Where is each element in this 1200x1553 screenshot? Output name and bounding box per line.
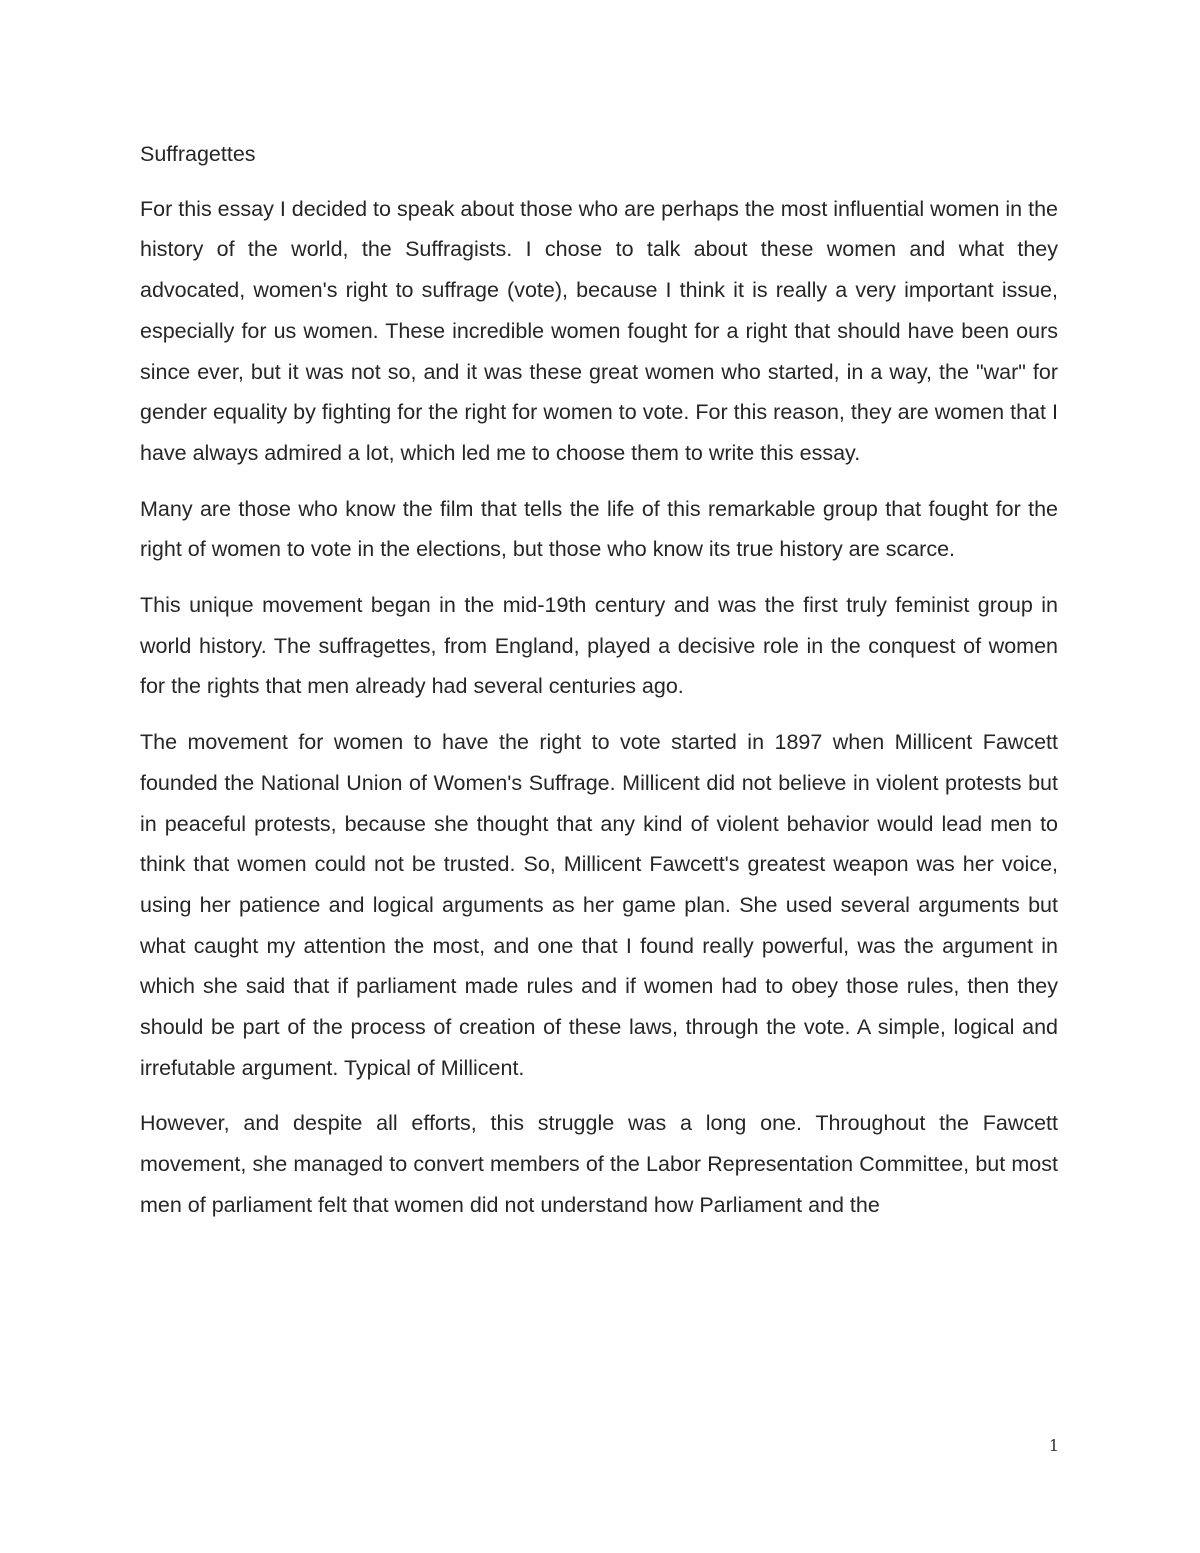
page-number: 1 bbox=[1048, 1436, 1060, 1455]
essay-title: Suffragettes bbox=[140, 142, 256, 166]
paragraph-intro: For this essay I decided to speak about those who are perhaps the most influential women in the history of the world, the Suffragists. I chose to talk about these women and what they advocated, women's right to suffrage (vote), because I think it is really a very important issue, especially for us women. These incredible women fought for a right that should have been ours since ever, but it was not so, and it was these great women who started, in a way, the "war" for gender equality by fighting for the right for women to vote. For this reason, they are women that I have always admired a lot, which led me to choose them to write this essay. bbox=[140, 196, 1058, 465]
document-body bbox=[140, 134, 1058, 1241]
paragraph-movement-origin: This unique movement began in the mid-19th century and was the first truly feminist group in world history. The suffragettes, from England, played a decisive role in the conquest of women for the rights that men already had several centuries ago. bbox=[140, 593, 1058, 699]
paragraph-fawcett: The movement for women to have the right to vote started in 1897 when Millicent Fawcett founded the National Union of Women's Suffrage. Millicent did not believe in violent protests but in peaceful protests, because she thought that any kind of violent behavior would lead men to think that women could not be trusted. So, Millicent Fawcett's greatest weapon was her voice, using her patience and logical arguments as her game plan. She used several arguments but what caught my attention the most, and one that I found really powerful, was the argument in which she said that if parliament made rules and if women had to obey those rules, then they should be part of the process of creation of these laws, through the vote. A simple, logical and irrefutable argument. Typical of Millicent. bbox=[140, 730, 1058, 1080]
paragraph-film: Many are those who know the film that tells the life of this remarkable group that fought for the right of women to vote in the elections, but those who know its true history are scarce. bbox=[140, 496, 1058, 562]
paragraph-struggle: However, and despite all efforts, this struggle was a long one. Throughout the Fawcett movement, she managed to convert members of the Labor Representation Committee, but most men of parliament felt that women did not understand how Parliament and the bbox=[140, 1111, 1058, 1217]
